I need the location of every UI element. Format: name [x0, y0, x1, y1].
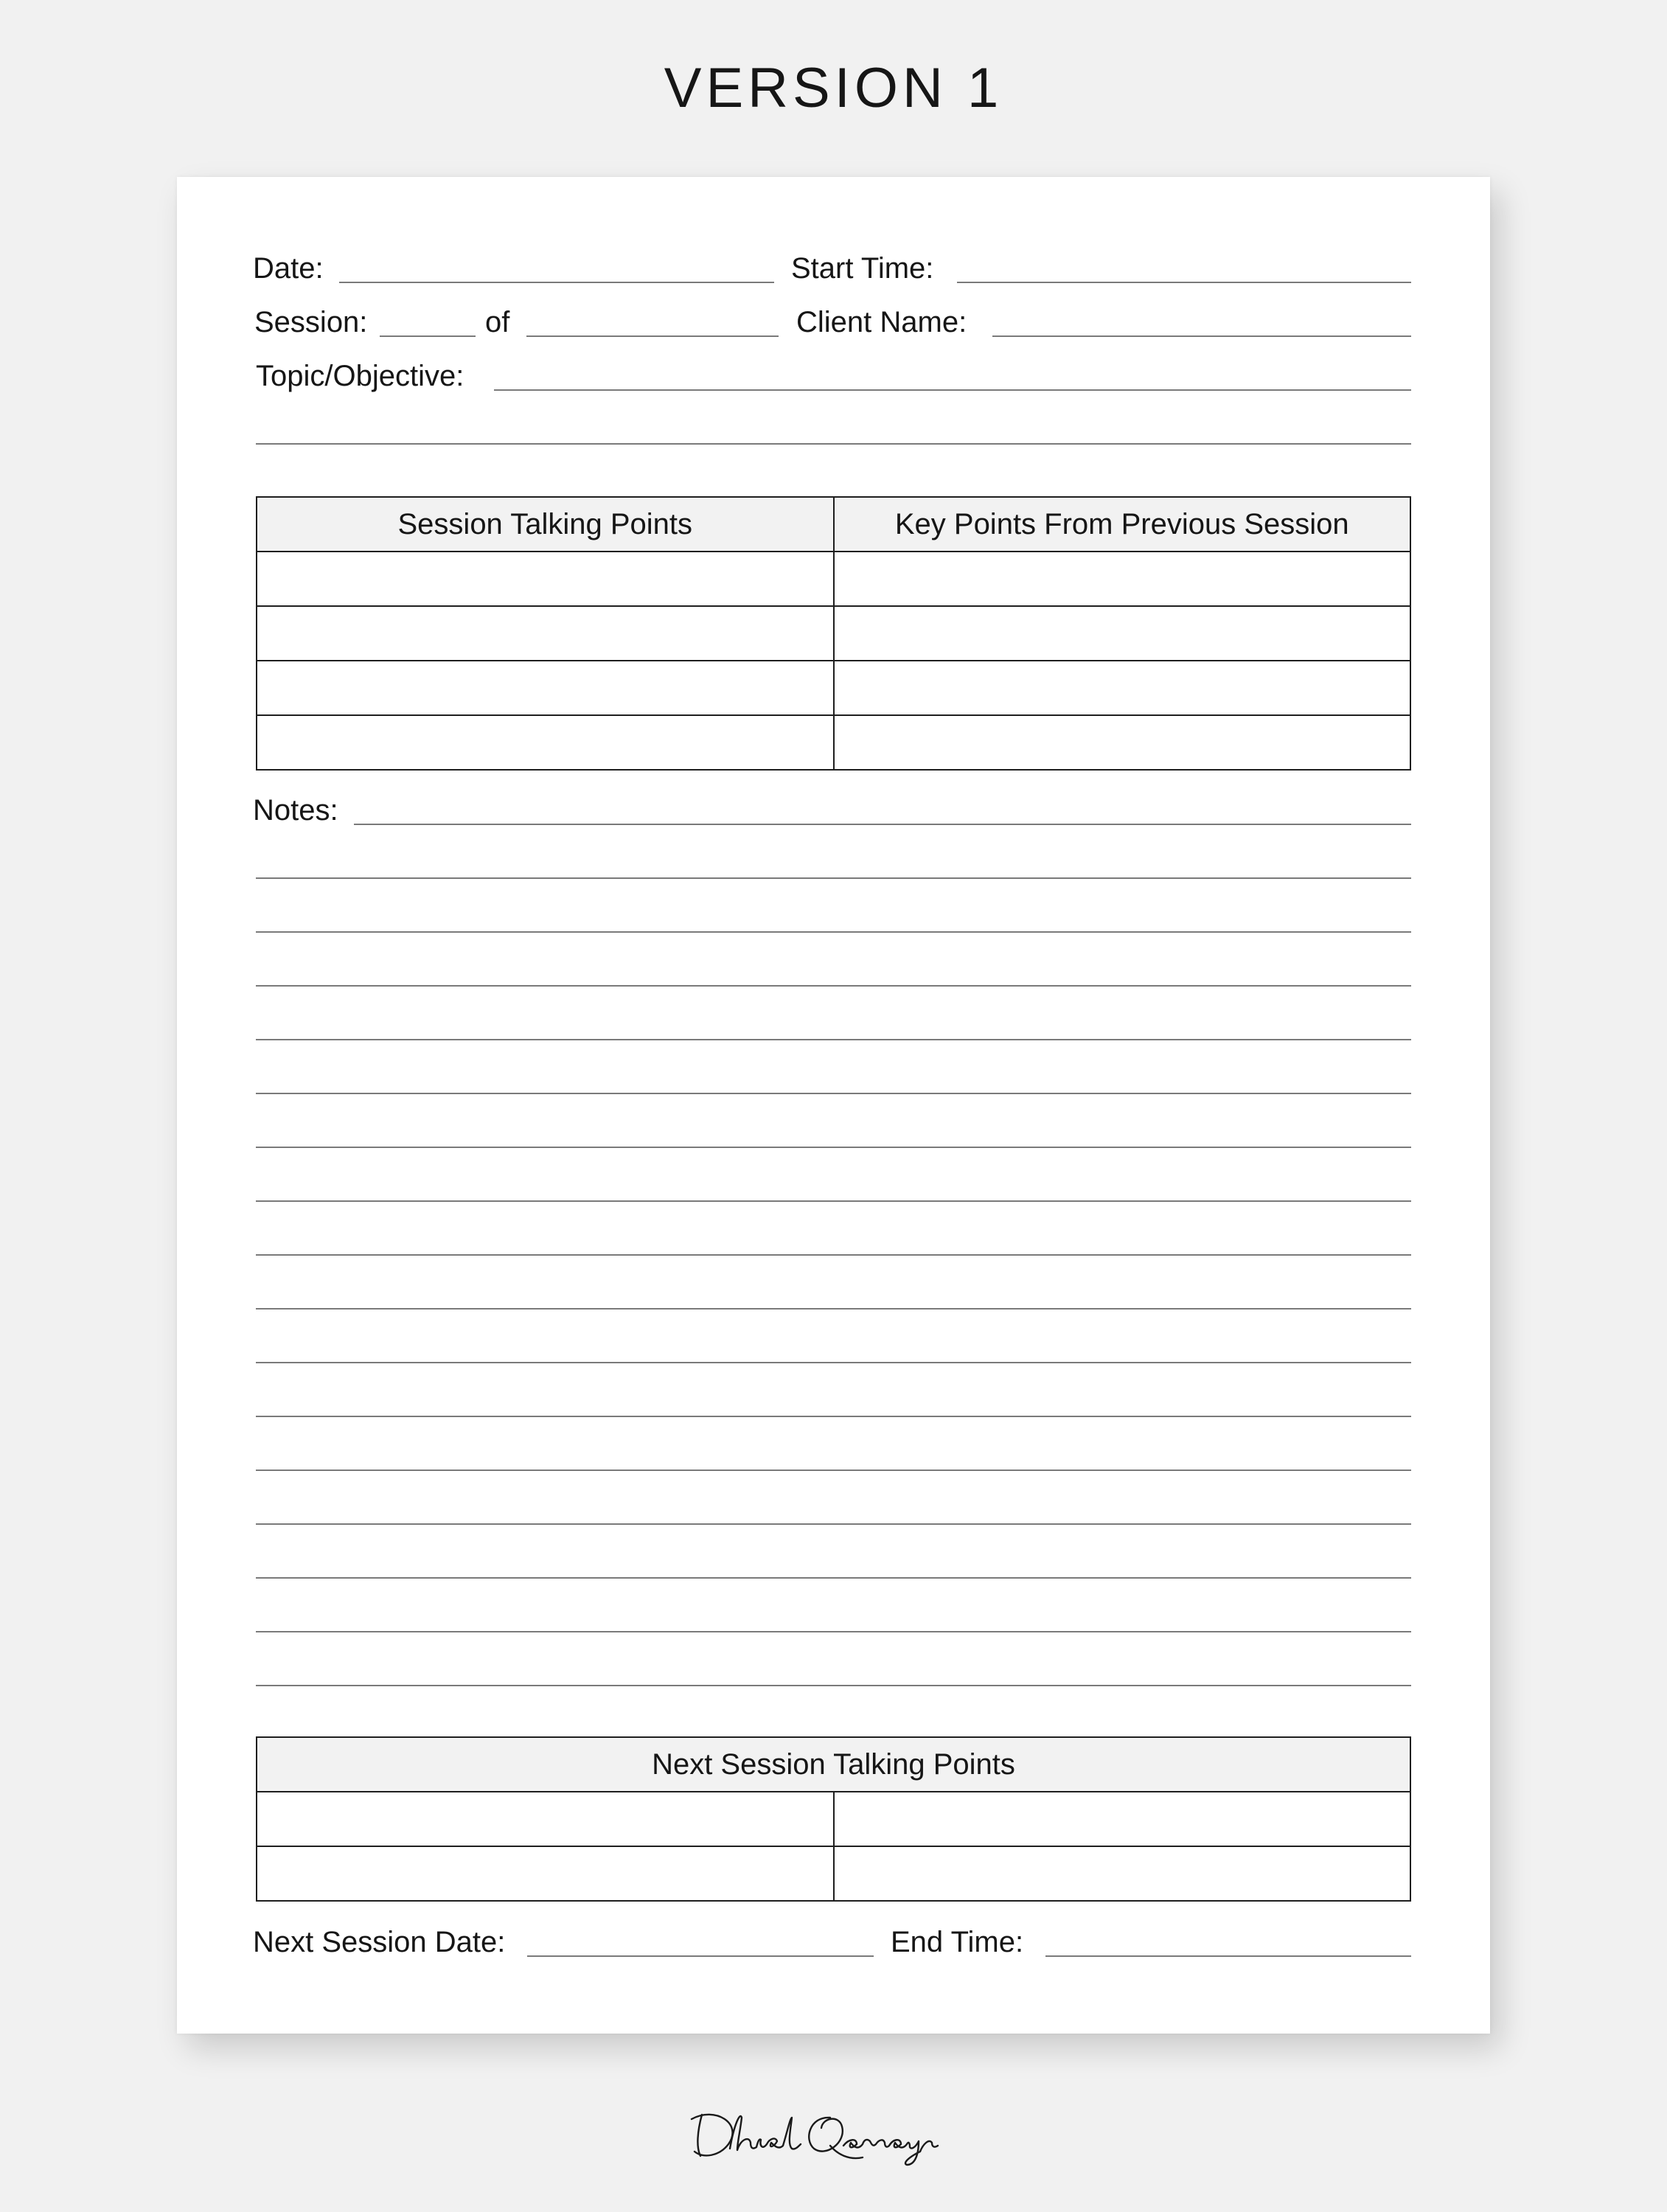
key-points-previous-session-header: Key Points From Previous Session [834, 497, 1411, 552]
start-time-label: Start Time: [791, 252, 934, 285]
notes-line[interactable] [354, 824, 1411, 825]
topic-objective-label: Topic/Objective: [256, 360, 464, 392]
form-sheet [177, 177, 1490, 2034]
next-session-date-field[interactable] [527, 1955, 874, 1957]
end-time-field[interactable] [1045, 1955, 1411, 1957]
session-label: Session: [254, 306, 368, 338]
topic-objective-field-line-2[interactable] [256, 443, 1411, 445]
notes-label: Notes: [253, 794, 338, 827]
notes-line[interactable] [256, 1523, 1411, 1525]
notes-line[interactable] [256, 1308, 1411, 1310]
key-point-cell[interactable] [834, 606, 1411, 661]
start-time-field[interactable] [957, 282, 1411, 283]
notes-line[interactable] [256, 1577, 1411, 1579]
next-talking-point-cell[interactable] [834, 1846, 1411, 1901]
table-row [257, 661, 1410, 715]
notes-line[interactable] [256, 985, 1411, 987]
talking-point-cell[interactable] [257, 552, 834, 606]
notes-line[interactable] [256, 1039, 1411, 1040]
notes-line[interactable] [256, 1631, 1411, 1632]
table-row [257, 715, 1410, 770]
talking-point-cell[interactable] [257, 606, 834, 661]
table-row [257, 606, 1410, 661]
of-label: of [485, 306, 510, 338]
notes-line[interactable] [256, 1470, 1411, 1471]
notes-line[interactable] [256, 1362, 1411, 1363]
date-field[interactable] [339, 282, 774, 283]
client-name-field[interactable] [992, 335, 1411, 337]
key-point-cell[interactable] [834, 661, 1411, 715]
next-session-date-label: Next Session Date: [253, 1926, 506, 1958]
end-time-label: End Time: [891, 1926, 1024, 1958]
session-total-field[interactable] [526, 335, 779, 337]
talking-point-cell[interactable] [257, 661, 834, 715]
table-row [257, 552, 1410, 606]
table-row [257, 1792, 1410, 1846]
key-point-cell[interactable] [834, 715, 1411, 770]
next-talking-point-cell[interactable] [834, 1792, 1411, 1846]
notes-line[interactable] [256, 1147, 1411, 1148]
client-name-label: Client Name: [796, 306, 967, 338]
session-talking-points-header: Session Talking Points [257, 497, 834, 552]
notes-line[interactable] [256, 1093, 1411, 1094]
notes-line[interactable] [256, 931, 1411, 933]
notes-line[interactable] [256, 1200, 1411, 1202]
notes-line[interactable] [256, 1685, 1411, 1686]
next-session-talking-points-table [256, 1736, 1411, 1902]
next-session-talking-points-header: Next Session Talking Points [257, 1737, 1410, 1792]
notes-line[interactable] [256, 877, 1411, 879]
table-row [257, 1846, 1410, 1901]
notes-line[interactable] [256, 1254, 1411, 1256]
notes-line[interactable] [256, 1416, 1411, 1417]
topic-objective-field[interactable] [494, 389, 1411, 391]
next-talking-point-cell[interactable] [257, 1792, 834, 1846]
talking-point-cell[interactable] [257, 715, 834, 770]
key-point-cell[interactable] [834, 552, 1411, 606]
session-talking-points-table [256, 496, 1411, 771]
session-number-field[interactable] [380, 335, 476, 337]
page-title: VERSION 1 [664, 57, 1003, 119]
next-talking-point-cell[interactable] [257, 1846, 834, 1901]
signature-logo [686, 2101, 981, 2168]
date-label: Date: [253, 252, 324, 285]
